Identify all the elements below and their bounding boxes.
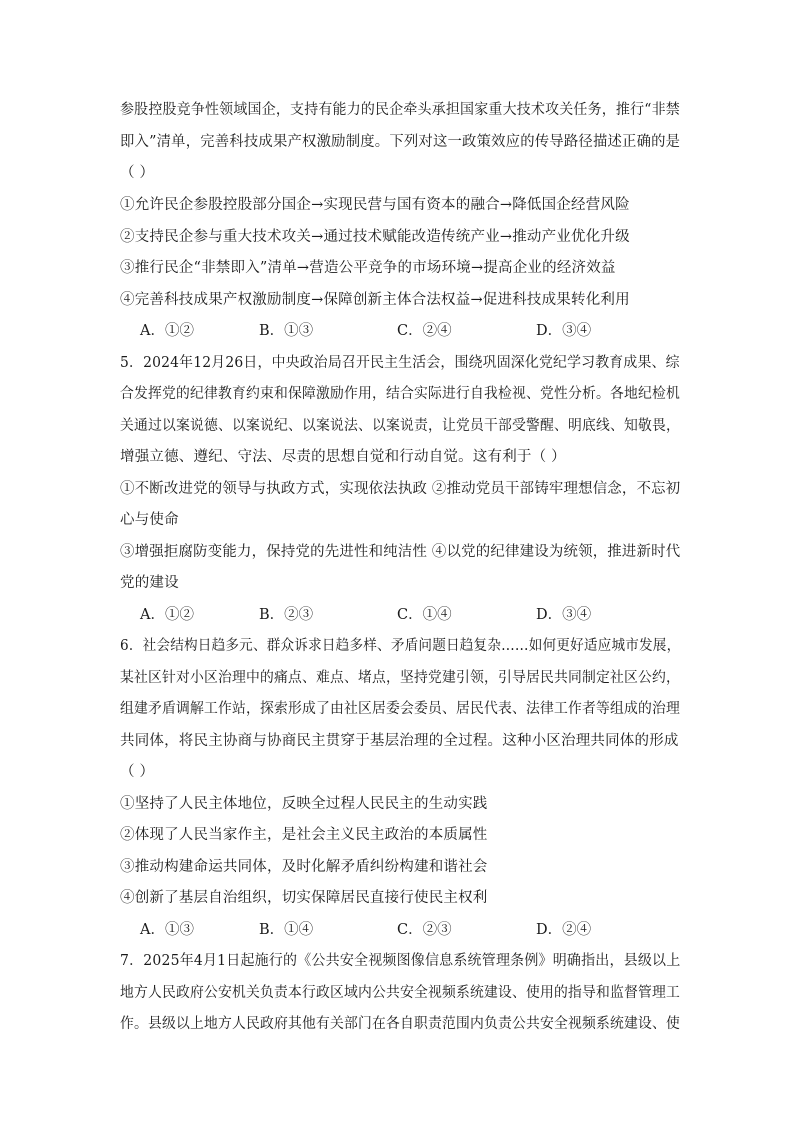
q4-option-c[interactable]: C．②④ — [397, 323, 452, 339]
q4-statement-1: ①允许民企参股控股部分国企→实现民营与国有资本的融合→降低国企经营风险 — [120, 197, 630, 213]
q4-option-d[interactable]: D．③④ — [536, 323, 592, 339]
q6-answer-blank: （ ） — [120, 764, 155, 780]
q6-statement-4: ④创新了基层自治组织，切实保障居民直接行使民主权利 — [120, 890, 488, 906]
q5-option-a[interactable]: A．①② — [140, 607, 194, 623]
q5-statement-line: ③增强拒腐防变能力，保持党的先进性和纯洁性 ④以党的纪律建设为统领，推进新时代 — [120, 544, 681, 560]
q7-stem-line: 作。县级以上地方人民政府其他有关部门在各自职责范围内负责公共安全视频系统建设、使 — [120, 1016, 681, 1032]
q7-stem-line: 7．2025年4月1日起施行的《公共安全视频图像信息系统管理条例》明确指出，县级以上 — [120, 953, 681, 969]
q5-option-d[interactable]: D．③④ — [536, 607, 592, 623]
q4-text-line: 参股控股竞争性领域国企，支持有能力的民企牵头承担国家重大技术攻关任务，推行“非禁 — [120, 102, 680, 118]
q6-option-d[interactable]: D．②④ — [536, 922, 592, 938]
q6-option-c[interactable]: C．②③ — [397, 922, 452, 938]
q6-stem-line: 共同体，将民主协商与协商民主贯穿于基层治理的全过程。这种小区治理共同体的形成 — [120, 733, 679, 749]
q7-stem-line: 地方人民政府公安机关负责本行政区域内公共安全视频系统建设、使用的指导和监督管理工 — [120, 985, 681, 1001]
q5-option-c[interactable]: C．①④ — [397, 607, 452, 623]
q6-option-b[interactable]: B．①④ — [259, 922, 314, 938]
q4-answer-blank: （ ） — [120, 165, 155, 181]
q4-option-a[interactable]: A．①② — [140, 323, 194, 339]
q6-statement-1: ①坚持了人民主体地位，反映全过程人民民主的生动实践 — [120, 796, 488, 812]
q5-statement-line: 心与使命 — [120, 512, 179, 528]
q5-stem-line: 合发挥党的纪律教育约束和保障激励作用，结合实际进行自我检视、党性分析。各地纪检机 — [120, 386, 681, 402]
q5-stem-line: 增强立德、遵纪、守法、尽责的思想自觉和行动自觉。这有利于（ ） — [120, 449, 566, 465]
q5-stem-line: 5．2024年12月26日，中央政治局召开民主生活会，围绕巩固深化党纪学习教育成果、综 — [120, 355, 680, 371]
q6-statement-3: ③推动构建命运共同体，及时化解矛盾纠纷构建和谐社会 — [120, 859, 488, 875]
q6-stem-line: 某社区针对小区治理中的痛点、难点、堵点，坚持党建引领，引导居民共同制定社区公约， — [120, 670, 681, 686]
q5-statement-line: 党的建设 — [120, 575, 179, 591]
q4-statement-2: ②支持民企参与重大技术攻关→通过技术赋能改造传统产业→推动产业优化升级 — [120, 229, 630, 245]
q4-option-b[interactable]: B．①③ — [259, 323, 314, 339]
q4-statement-3: ③推行民企“非禁即入”清单→营造公平竞争的市场环境→提高企业的经济效益 — [120, 260, 616, 276]
q5-option-b[interactable]: B．②③ — [259, 607, 314, 623]
q5-statement-line: ①不断改进党的领导与执政方式，实现依法执政 ②推动党员干部铸牢理想信念，不忘初 — [120, 481, 681, 497]
q6-statement-2: ②体现了人民当家作主，是社会主义民主政治的本质属性 — [120, 827, 488, 843]
q6-stem-line: 6．社会结构日趋多元、群众诉求日趋多样、矛盾问题日趋复杂……如何更好适应城市发展， — [120, 638, 681, 654]
q6-stem-line: 组建矛盾调解工作站，探索形成了由社区居委会委员、居民代表、法律工作者等组成的治理 — [120, 701, 681, 717]
q4-statement-4: ④完善科技成果产权激励制度→保障创新主体合法权益→促进科技成果转化利用 — [120, 292, 630, 308]
q5-stem-line: 关通过以案说德、以案说纪、以案说法、以案说责，让党员干部受警醒、明底线、知敬畏， — [120, 418, 681, 434]
q4-text-line: 即入”清单，完善科技成果产权激励制度。下列对这一政策效应的传导路径描述正确的是 — [120, 134, 681, 150]
q6-option-a[interactable]: A．①③ — [140, 922, 194, 938]
